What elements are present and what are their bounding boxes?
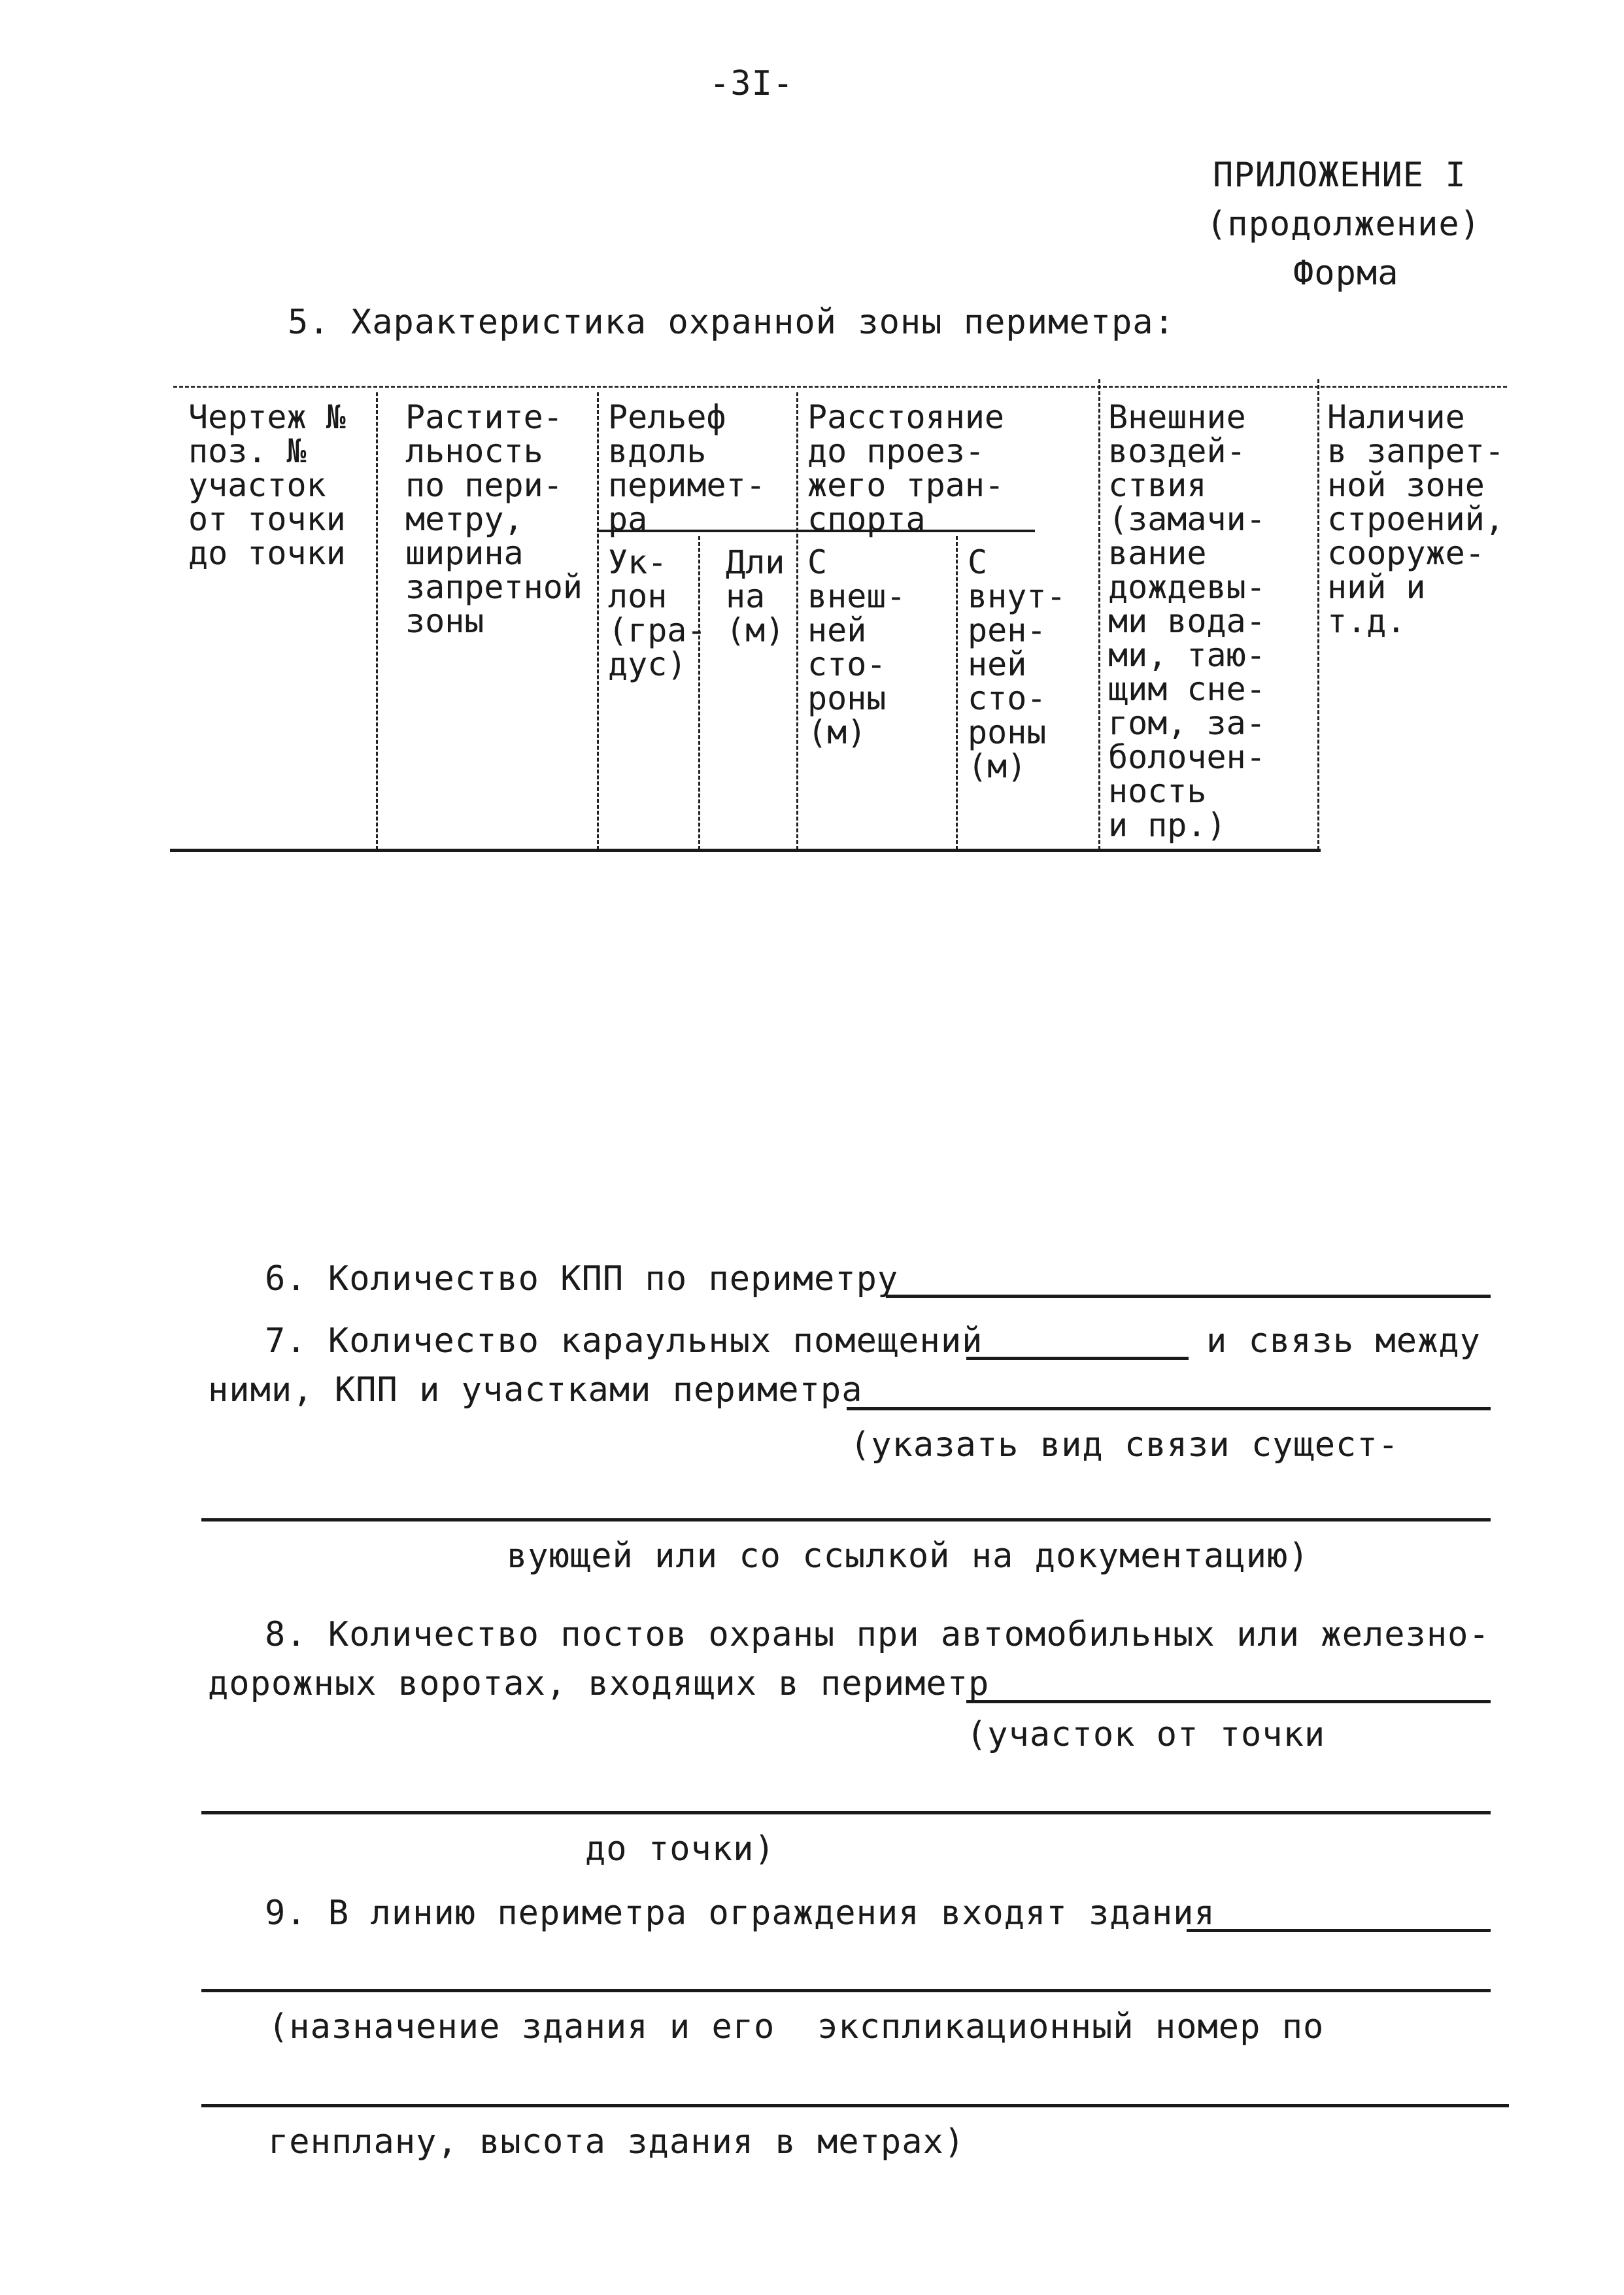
table-bottom-rule bbox=[170, 849, 1321, 852]
item8-line1: 8. Количество постов охраны при автомобильных или железно- bbox=[265, 1615, 1490, 1654]
header-distance-transport: Расстояние до проез- жего тран- спорта bbox=[807, 398, 1005, 538]
header-relief: Рельеф вдоль перимет- ра bbox=[608, 398, 766, 538]
item7-line1-a: 7. Количество караульных помещений bbox=[265, 1321, 983, 1361]
col-divider-4 bbox=[1098, 379, 1100, 850]
item7-guardrooms-field[interactable] bbox=[966, 1357, 1189, 1360]
appendix-title: ПРИЛОЖЕНИЕ I bbox=[1213, 156, 1466, 195]
appendix-form: Форма bbox=[1293, 254, 1399, 293]
col-divider-2 bbox=[597, 392, 599, 850]
item7-communication-field[interactable] bbox=[847, 1407, 1491, 1410]
item7-note2: вующей или со ссылкой на документацию) bbox=[507, 1537, 1310, 1576]
item9-field[interactable] bbox=[1187, 1929, 1491, 1932]
item9-note1: (назначение здания и его экспликационный номер по bbox=[268, 2007, 1325, 2047]
header-outer-side: С внеш- ней сто- роны (м) bbox=[807, 543, 906, 751]
item6-text: 6. Количество КПП по периметру bbox=[265, 1259, 899, 1299]
col-divider-4a bbox=[956, 536, 958, 850]
item9-line1: 9. В линию периметра ограждения входят здания bbox=[265, 1894, 1215, 1933]
header-length: Дли на (м) bbox=[726, 543, 785, 649]
item7-note1: (указать вид связи сущест- bbox=[850, 1425, 1399, 1465]
item8-field-line2[interactable] bbox=[201, 1811, 1491, 1814]
item9-field-line3[interactable] bbox=[201, 2104, 1509, 2107]
item7-line1-b: и связь между bbox=[1206, 1321, 1481, 1361]
section5-heading: 5. Характеристика охранной зоны периметра: bbox=[288, 303, 1175, 342]
header-external-impacts: Внешние воздей- ствия (замачи- вание дождевы- ми вода- ми, таю- щим сне- гом, за- болочен- ность и пр.) bbox=[1108, 398, 1266, 844]
header-drawing-position: Чертеж № поз. № участок от точки до точки bbox=[188, 398, 346, 572]
table-top-rule bbox=[173, 386, 1507, 388]
item8-field[interactable] bbox=[966, 1700, 1491, 1703]
col-divider-1 bbox=[376, 392, 378, 850]
item7-line2: ними, КПП и участками периметра bbox=[208, 1370, 863, 1410]
item9-note2: генплану, высота здания в метрах) bbox=[268, 2122, 966, 2162]
item8-note2: до точки) bbox=[585, 1829, 775, 1869]
item7-field-line2[interactable] bbox=[201, 1518, 1491, 1522]
appendix-continuation: (продолжение) bbox=[1206, 205, 1481, 244]
header-slope: Ук- лон (гра- дус) bbox=[608, 543, 707, 683]
header-structures-in-zone: Наличие в запрет- ной зоне строений, сооруже- ний и т.д. bbox=[1327, 398, 1504, 640]
item8-line2: дорожных воротах, входящих в периметр bbox=[208, 1664, 990, 1703]
col-divider-3 bbox=[796, 392, 798, 850]
header-inner-side: С внут- рен- ней сто- роны (м) bbox=[968, 543, 1066, 785]
col-divider-5 bbox=[1317, 379, 1319, 850]
item6-field[interactable] bbox=[886, 1295, 1491, 1298]
header-vegetation: Растите- льность по пери- метру, ширина запретной зоны bbox=[405, 398, 583, 640]
item9-field-line2[interactable] bbox=[201, 1989, 1491, 1992]
page-number: -3I- bbox=[709, 64, 794, 103]
item8-note1: (участок от точки bbox=[966, 1715, 1326, 1754]
